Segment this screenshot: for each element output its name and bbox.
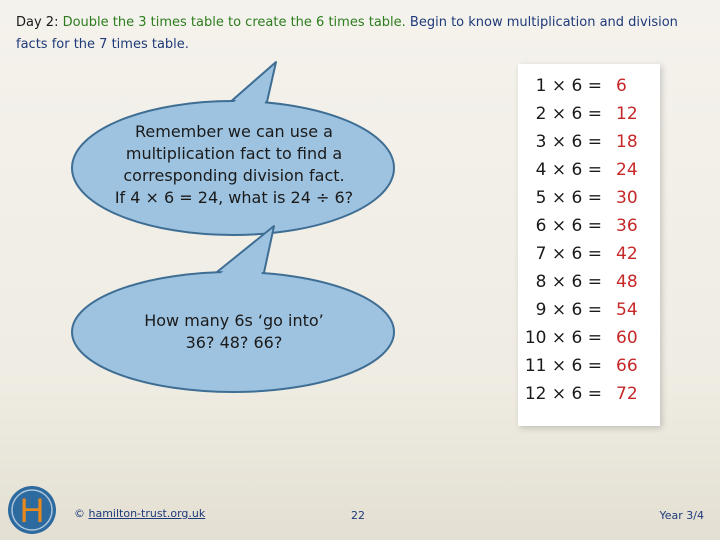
- copyright-symbol: ©: [74, 507, 85, 520]
- table-answer: 66: [616, 356, 638, 376]
- year-label: Year 3/4: [659, 509, 704, 522]
- table-answer: 30: [616, 188, 638, 208]
- objective-green-text: Double the 3 times table to create the 6 times table.: [62, 15, 406, 30]
- page-number: 22: [351, 509, 365, 522]
- speech-bubble-bottom: [72, 226, 394, 392]
- bubble-bottom-line: 36? 48? 66?: [185, 333, 283, 352]
- table-answer: 72: [616, 384, 638, 404]
- copyright-notice: [74, 507, 205, 520]
- table-answer: 24: [616, 160, 638, 180]
- table-question: 4 × 6 =: [535, 160, 602, 180]
- table-row: [518, 268, 660, 296]
- table-question: 3 × 6 =: [535, 132, 602, 152]
- table-question: 9 × 6 =: [535, 300, 602, 320]
- table-answer: 48: [616, 272, 638, 292]
- table-row: [518, 72, 660, 100]
- table-row: [518, 156, 660, 184]
- table-question: 6 × 6 =: [535, 216, 602, 236]
- table-answer: 54: [616, 300, 638, 320]
- logo-letter: H: [19, 492, 45, 530]
- bubble-bottom-line: How many 6s ‘go into’: [144, 311, 324, 330]
- hamilton-trust-link[interactable]: hamilton-trust.org.uk: [88, 507, 206, 520]
- table-question: 2 × 6 =: [535, 104, 602, 124]
- table-answer: 42: [616, 244, 638, 264]
- objective-navy-text: Begin to know multiplication and division facts for the 7 times table.: [16, 15, 678, 52]
- table-answer: 18: [616, 132, 638, 152]
- table-answer: 12: [616, 104, 638, 124]
- bubble-bottom-text: [100, 310, 368, 354]
- table-row: [518, 324, 660, 352]
- table-question: 10 × 6 =: [524, 328, 602, 348]
- bubble-top-line: corresponding division fact.: [123, 166, 345, 185]
- day-label: Day 2:: [16, 15, 59, 30]
- table-answer: 60: [616, 328, 638, 348]
- table-question: 11 × 6 =: [524, 356, 602, 376]
- table-question: 5 × 6 =: [535, 188, 602, 208]
- table-row: [518, 380, 660, 408]
- table-question: 1 × 6 =: [535, 76, 602, 96]
- bubble-top-line: multiplication fact to find a: [125, 144, 343, 163]
- bubble-top-line: If 4 × 6 = 24, what is 24 ÷ 6?: [114, 188, 354, 207]
- table-row: [518, 296, 660, 324]
- bubble-top-line: Remember we can use a: [135, 122, 333, 141]
- six-times-table: [518, 64, 660, 426]
- table-row: [518, 100, 660, 128]
- bubble-top-text: [100, 121, 368, 209]
- table-row: [518, 240, 660, 268]
- table-row: [518, 128, 660, 156]
- table-question: 8 × 6 =: [535, 272, 602, 292]
- table-row: [518, 352, 660, 380]
- hamilton-trust-logo: [6, 484, 58, 536]
- table-row: [518, 212, 660, 240]
- table-row: [518, 184, 660, 212]
- table-answer: 6: [616, 76, 627, 96]
- table-question: 12 × 6 =: [524, 384, 602, 404]
- table-question: 7 × 6 =: [535, 244, 602, 264]
- table-answer: 36: [616, 216, 638, 236]
